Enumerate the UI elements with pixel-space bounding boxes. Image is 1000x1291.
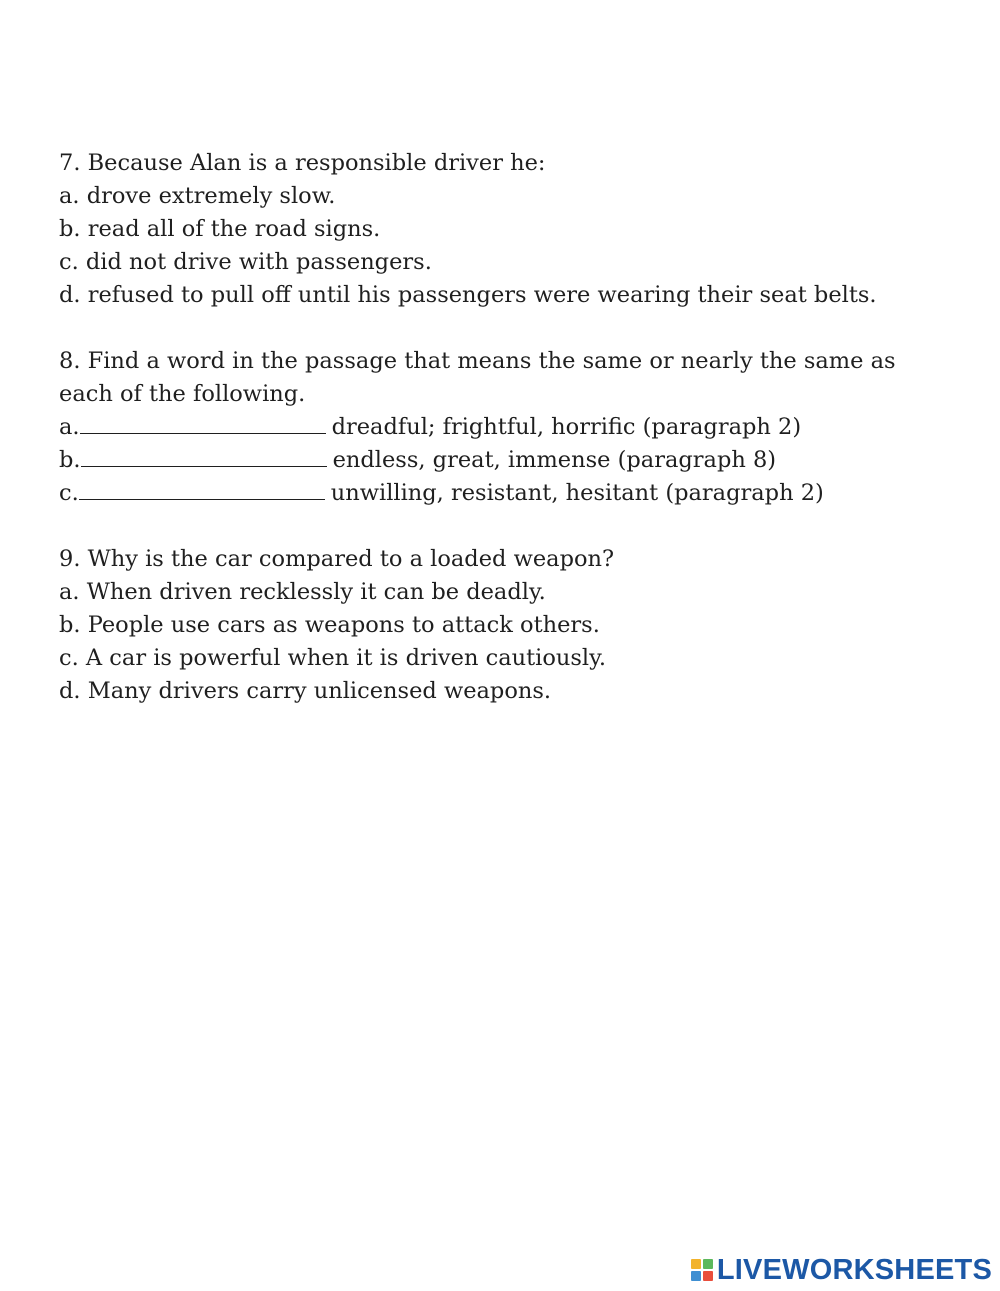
- blank-letter: c.: [59, 480, 79, 506]
- answer-option-d: d. refused to pull off until his passengers were wearing their seat belts.: [59, 282, 877, 308]
- question-7: [59, 147, 939, 312]
- question-stem: 9. Why is the car compared to a loaded weapon?: [59, 546, 615, 572]
- answer-blank-a[interactable]: [80, 411, 326, 434]
- blank-row-a: [59, 411, 939, 444]
- blank-row-c: [59, 477, 939, 510]
- blank-clue: dreadful; frightful, horrific (paragraph 2): [331, 414, 802, 440]
- logo-block: [691, 1271, 701, 1281]
- blank-clue: unwilling, resistant, hesitant (paragraph 2): [330, 480, 824, 506]
- answer-blank-b[interactable]: [81, 444, 327, 467]
- blank-letter: b.: [59, 447, 81, 473]
- answer-option-c: c. did not drive with passengers.: [59, 249, 432, 275]
- logo-text: LIVEWORKSHEETS: [716, 1253, 992, 1286]
- logo-block: [703, 1271, 713, 1281]
- answer-option-a: a. drove extremely slow.: [59, 183, 336, 209]
- liveworksheets-blocks-icon: [691, 1259, 713, 1281]
- blank-clue: endless, great, immense (paragraph 8): [332, 447, 777, 473]
- answer-option-c: c. A car is powerful when it is driven cautiously.: [59, 645, 606, 671]
- blank-row-b: [59, 444, 939, 477]
- logo-block: [703, 1259, 713, 1269]
- question-stem: 8. Find a word in the passage that means the same or nearly the same as each of the following.: [59, 348, 896, 407]
- question-9: [59, 543, 939, 708]
- logo-block: [691, 1259, 701, 1269]
- liveworksheets-logo: [691, 1253, 992, 1287]
- blank-letter: a.: [59, 414, 80, 440]
- question-stem: 7. Because Alan is a responsible driver he:: [59, 150, 546, 176]
- answer-blank-c[interactable]: [79, 477, 325, 500]
- answer-option-b: b. read all of the road signs.: [59, 216, 381, 242]
- worksheet-content: [59, 147, 939, 741]
- answer-option-d: d. Many drivers carry unlicensed weapons.: [59, 678, 552, 704]
- answer-option-b: b. People use cars as weapons to attack others.: [59, 612, 600, 638]
- answer-option-a: a. When driven recklessly it can be deadly.: [59, 579, 546, 605]
- question-8: [59, 345, 939, 510]
